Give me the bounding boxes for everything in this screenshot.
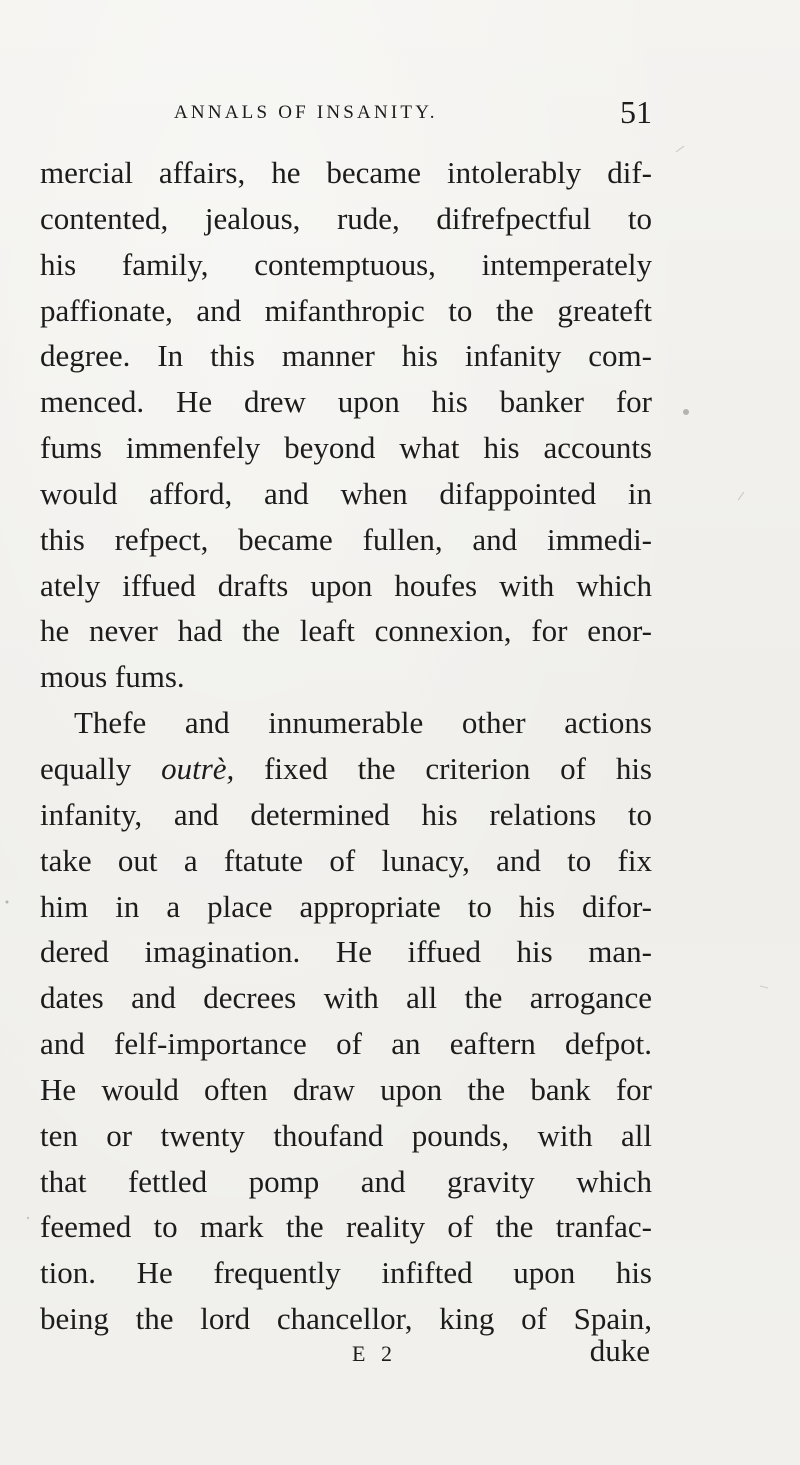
body-text [40, 150, 652, 1342]
text-line: ten or twenty thoufand pounds, with all [40, 1117, 652, 1153]
text-line: Thefe and innumerable other actions [74, 705, 652, 741]
text-line: he never had the leaft connexion, for enor- [40, 613, 652, 649]
text-line: would afford, and when difappointed in [40, 475, 652, 511]
page-header [40, 96, 652, 136]
text-line: ately iffued drafts upon houfes with which [40, 567, 652, 603]
signature-mark: E 2 [352, 1341, 397, 1366]
running-title: ANNALS OF INSANITY. [174, 102, 438, 123]
text-line: dered imagination. He iffued his man- [40, 934, 652, 970]
text-line: paffionate, and mifanthropic to the greateft [40, 292, 652, 328]
text-line: dates and decrees with all the arrogance [40, 980, 652, 1016]
text-line: and felf-importance of an eaftern defpot. [40, 1026, 652, 1062]
text-line: mercial affairs, he became intolerably dif- [40, 155, 652, 190]
page-number: 51 [620, 94, 652, 130]
text-line: him in a place appropriate to his difor- [40, 888, 652, 924]
catchword: duke [589, 1333, 650, 1368]
page-footer [40, 1333, 652, 1373]
paragraph-1 [40, 150, 652, 700]
text-line: contented, jealous, rude, difrefpectful to [40, 200, 652, 236]
text-line: that fettled pomp and gravity which [40, 1163, 652, 1199]
text-line-with-italic [40, 746, 652, 792]
text-line: menced. He drew upon his banker for [40, 384, 652, 420]
text-line: infanity, and determined his relations to [40, 796, 652, 832]
text-line: He would often draw upon the bank for [40, 1071, 652, 1107]
text-segment: fixed the criterion of his [234, 750, 652, 786]
text-segment: equally [40, 750, 162, 786]
text-line: take out a ftatute of lunacy, and to fix [40, 842, 652, 878]
text-line: mous fums. [40, 659, 185, 695]
text-line: fums immenfely beyond what his accounts [40, 430, 652, 466]
text-line: his family, contemptuous, intemperately [40, 246, 652, 282]
text-line: feemed to mark the reality of the tranfac- [40, 1209, 652, 1245]
text-line: this refpect, became fullen, and immedi- [40, 521, 652, 557]
text-line: degree. In this manner his infanity com- [40, 338, 652, 374]
paragraph-2 [40, 700, 652, 1342]
text-line: being the lord chancellor, king of Spain, [40, 1301, 652, 1337]
text-line: tion. He frequently infifted upon his [40, 1255, 652, 1291]
italic-word: outrè, [161, 750, 235, 786]
